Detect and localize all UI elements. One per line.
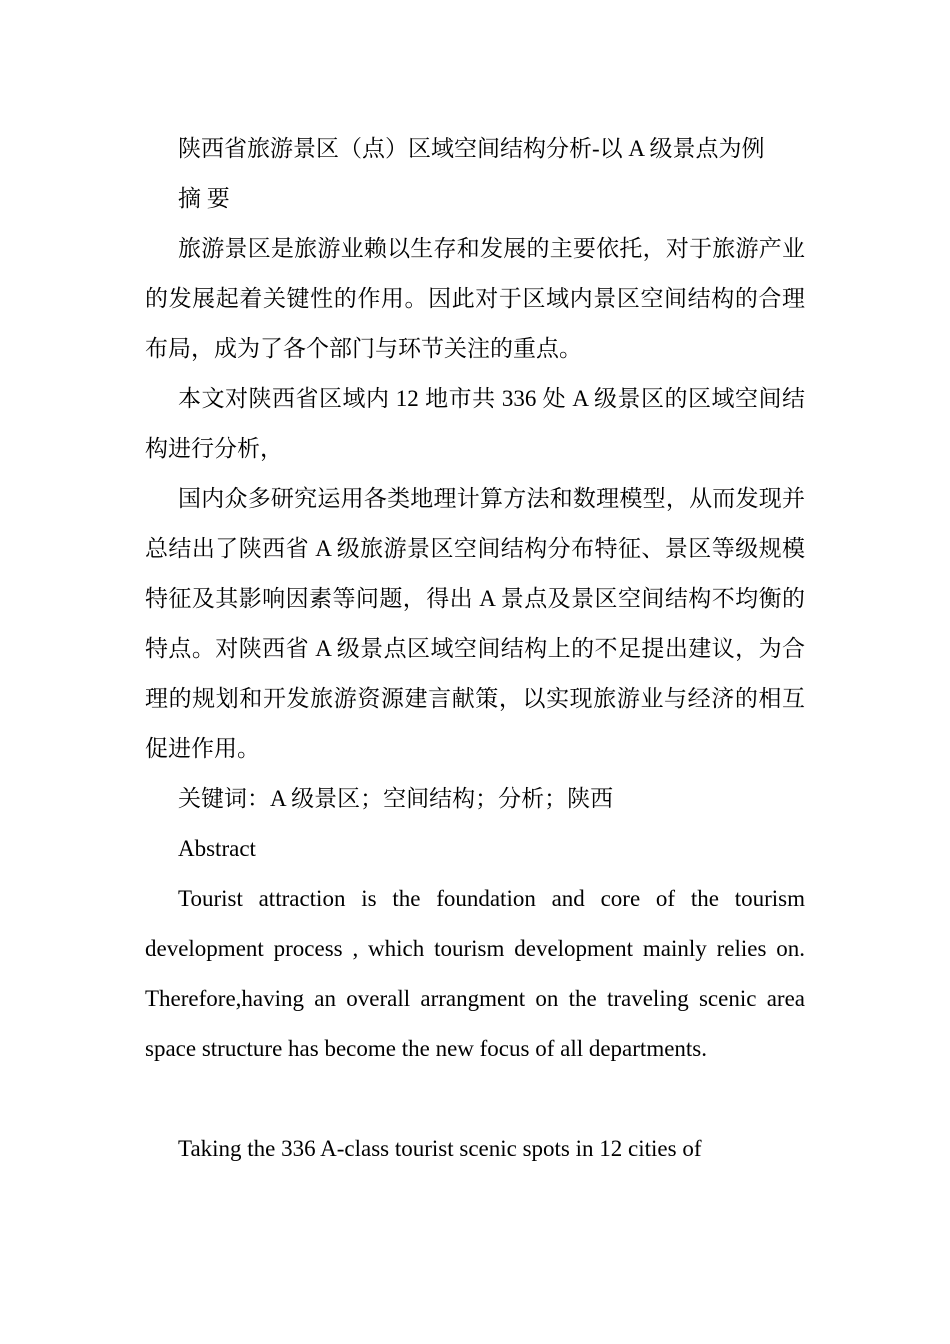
abstract-paragraph-en-2: Taking the 336 A-class tourist scenic spots in 12 cities of [178,1136,702,1161]
abstract-paragraph-cn-1: 旅游景区是旅游业赖以生存和发展的主要依托，对于旅游产业的发展起着关键性的作用。因此对于区域内景区空间结构的合理布局，成为了各个部门与环节关注的重点。 [145,236,805,361]
document-body [145,124,805,1174]
paragraph-spacer [145,1074,805,1124]
abstract-heading-en: Abstract [178,836,256,861]
abstract-paragraph-cn-2: 本文对陕西省区域内 12 地市共 336 处 A 级景区的区域空间结构进行分析， [145,386,805,461]
document-title: 陕西省旅游景区（点）区域空间结构分析-以 A 级景点为例 [178,136,765,161]
abstract-heading-cn: 摘 要 [178,186,230,211]
abstract-paragraph-cn-3: 国内众多研究运用各类地理计算方法和数理模型，从而发现并总结出了陕西省 A 级旅游景区空间结构分布特征、景区等级规模特征及其影响因素等问题，得出 A 景点及景区空间结构不均衡的特点。对陕西省 A 级景点区域空间结构上的不足提出建议，为合理的规划和开发旅游资源建言献策，以实现旅游业与经济的相互促进作用。 [145,486,805,761]
keywords-cn: 关键词：A 级景区；空间结构；分析；陕西 [178,786,614,811]
abstract-paragraph-en-1: Tourist attraction is the foundation and core of the tourism development process , which tourism development mainly relies on. Therefore,having an overall arrangment on the traveling scenic area space structure has become the new focus of all departments. [145,886,805,1061]
